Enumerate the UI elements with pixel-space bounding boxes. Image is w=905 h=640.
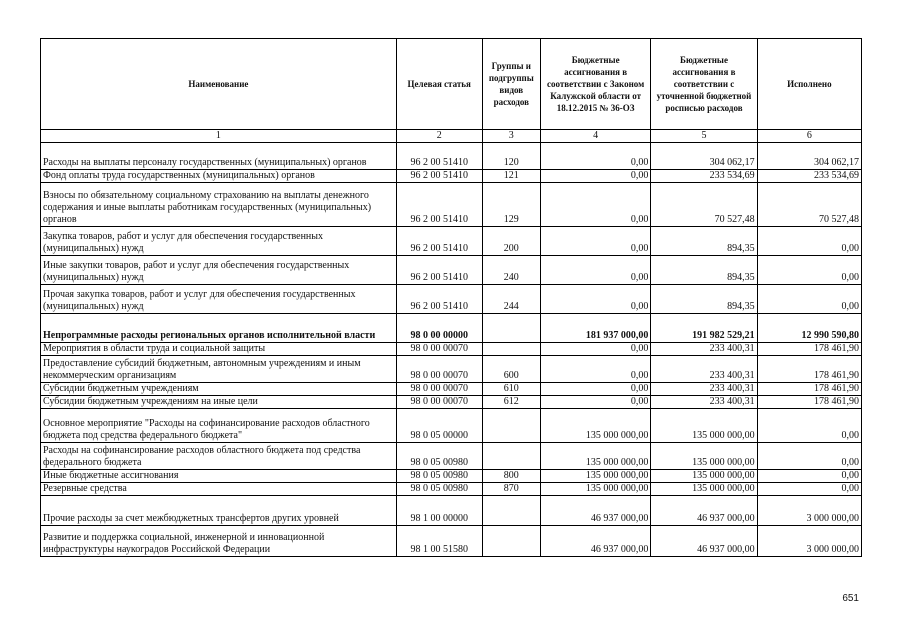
table-header bbox=[41, 39, 862, 143]
header-law-allocations: Бюджетные ассигнования в соответствии с Законом Калужской области от 18.12.2015 № 36-ОЗ bbox=[540, 39, 650, 130]
row-expense-group: 129 bbox=[482, 183, 540, 227]
row-law-amount: 0,00 bbox=[540, 256, 650, 285]
row-refined-amount: 233 400,31 bbox=[651, 343, 757, 356]
table-row bbox=[41, 227, 862, 256]
header-name: Наименование bbox=[41, 39, 397, 130]
row-refined-amount: 894,35 bbox=[651, 227, 757, 256]
table-row bbox=[41, 443, 862, 470]
row-refined-amount: 894,35 bbox=[651, 285, 757, 314]
row-executed-amount: 178 461,90 bbox=[757, 396, 861, 409]
row-refined-amount: 233 400,31 bbox=[651, 383, 757, 396]
row-refined-amount: 191 982 529,21 bbox=[651, 314, 757, 343]
row-refined-amount: 46 937 000,00 bbox=[651, 526, 757, 557]
row-law-amount: 135 000 000,00 bbox=[540, 443, 650, 470]
page-number: 651 bbox=[842, 593, 859, 604]
table-row bbox=[41, 470, 862, 483]
row-executed-amount: 3 000 000,00 bbox=[757, 526, 861, 557]
row-executed-amount: 0,00 bbox=[757, 409, 861, 443]
row-expense-group: 121 bbox=[482, 170, 540, 183]
row-expense-group bbox=[482, 496, 540, 526]
row-law-amount: 0,00 bbox=[540, 227, 650, 256]
column-number: 2 bbox=[396, 130, 482, 143]
row-executed-amount: 178 461,90 bbox=[757, 356, 861, 383]
table-row bbox=[41, 170, 862, 183]
row-expense-group: 610 bbox=[482, 383, 540, 396]
header-refined-allocations: Бюджетные ассигнования в соответствии с уточненной бюджетной росписью расходов bbox=[651, 39, 757, 130]
row-executed-amount: 0,00 bbox=[757, 443, 861, 470]
row-law-amount: 135 000 000,00 bbox=[540, 409, 650, 443]
row-executed-amount: 178 461,90 bbox=[757, 343, 861, 356]
row-law-amount: 0,00 bbox=[540, 383, 650, 396]
row-executed-amount: 0,00 bbox=[757, 483, 861, 496]
column-number: 3 bbox=[482, 130, 540, 143]
row-refined-amount: 135 000 000,00 bbox=[651, 443, 757, 470]
row-target-article: 98 0 05 00000 bbox=[396, 409, 482, 443]
column-number: 4 bbox=[540, 130, 650, 143]
row-refined-amount: 304 062,17 bbox=[651, 143, 757, 170]
row-target-article: 98 0 00 00070 bbox=[396, 356, 482, 383]
row-name: Расходы на выплаты персоналу государственных (муниципальных) органов bbox=[41, 143, 397, 170]
row-law-amount: 0,00 bbox=[540, 170, 650, 183]
row-law-amount: 46 937 000,00 bbox=[540, 496, 650, 526]
row-refined-amount: 233 534,69 bbox=[651, 170, 757, 183]
row-name: Закупка товаров, работ и услуг для обеспечения государственных (муниципальных) нужд bbox=[41, 227, 397, 256]
row-expense-group: 240 bbox=[482, 256, 540, 285]
row-executed-amount: 304 062,17 bbox=[757, 143, 861, 170]
row-target-article: 98 0 00 00070 bbox=[396, 383, 482, 396]
row-expense-group: 870 bbox=[482, 483, 540, 496]
row-expense-group bbox=[482, 526, 540, 557]
row-name: Иные закупки товаров, работ и услуг для обеспечения государственных (муниципальных) нужд bbox=[41, 256, 397, 285]
column-number-row bbox=[41, 130, 862, 143]
row-executed-amount: 178 461,90 bbox=[757, 383, 861, 396]
row-law-amount: 181 937 000,00 bbox=[540, 314, 650, 343]
table-row bbox=[41, 285, 862, 314]
row-law-amount: 0,00 bbox=[540, 143, 650, 170]
row-target-article: 98 0 00 00070 bbox=[396, 396, 482, 409]
row-refined-amount: 46 937 000,00 bbox=[651, 496, 757, 526]
row-name: Развитие и поддержка социальной, инженерной и инновационной инфраструктуры наукоградов Российской Федерации bbox=[41, 526, 397, 557]
row-law-amount: 0,00 bbox=[540, 285, 650, 314]
row-law-amount: 0,00 bbox=[540, 183, 650, 227]
row-target-article: 98 0 00 00000 bbox=[396, 314, 482, 343]
row-name: Мероприятия в области труда и социальной защиты bbox=[41, 343, 397, 356]
table-row bbox=[41, 526, 862, 557]
row-refined-amount: 70 527,48 bbox=[651, 183, 757, 227]
row-law-amount: 135 000 000,00 bbox=[540, 470, 650, 483]
budget-table bbox=[40, 38, 862, 557]
row-expense-group bbox=[482, 314, 540, 343]
table-row bbox=[41, 314, 862, 343]
row-expense-group: 600 bbox=[482, 356, 540, 383]
row-name: Прочие расходы за счет межбюджетных трансфертов других уровней bbox=[41, 496, 397, 526]
table-row bbox=[41, 483, 862, 496]
row-executed-amount: 12 990 590,80 bbox=[757, 314, 861, 343]
row-executed-amount: 0,00 bbox=[757, 470, 861, 483]
row-target-article: 96 2 00 51410 bbox=[396, 143, 482, 170]
row-refined-amount: 135 000 000,00 bbox=[651, 409, 757, 443]
row-name: Иные бюджетные ассигнования bbox=[41, 470, 397, 483]
header-expense-groups: Группы и подгруппы видов расходов bbox=[482, 39, 540, 130]
row-refined-amount: 135 000 000,00 bbox=[651, 483, 757, 496]
row-law-amount: 135 000 000,00 bbox=[540, 483, 650, 496]
row-target-article: 98 1 00 00000 bbox=[396, 496, 482, 526]
row-name: Субсидии бюджетным учреждениям bbox=[41, 383, 397, 396]
row-target-article: 98 0 05 00980 bbox=[396, 443, 482, 470]
table-row bbox=[41, 143, 862, 170]
row-refined-amount: 233 400,31 bbox=[651, 396, 757, 409]
table-row bbox=[41, 343, 862, 356]
row-executed-amount: 3 000 000,00 bbox=[757, 496, 861, 526]
header-target-article: Целевая статья bbox=[396, 39, 482, 130]
row-refined-amount: 894,35 bbox=[651, 256, 757, 285]
row-expense-group: 120 bbox=[482, 143, 540, 170]
row-executed-amount: 0,00 bbox=[757, 285, 861, 314]
row-law-amount: 46 937 000,00 bbox=[540, 526, 650, 557]
column-number: 5 bbox=[651, 130, 757, 143]
row-refined-amount: 233 400,31 bbox=[651, 356, 757, 383]
header-executed: Исполнено bbox=[757, 39, 861, 130]
row-executed-amount: 233 534,69 bbox=[757, 170, 861, 183]
row-refined-amount: 135 000 000,00 bbox=[651, 470, 757, 483]
table-row bbox=[41, 256, 862, 285]
table-row bbox=[41, 496, 862, 526]
row-expense-group bbox=[482, 343, 540, 356]
row-name: Расходы на софинансирование расходов областного бюджета под средства федерального бюджета bbox=[41, 443, 397, 470]
row-name: Прочая закупка товаров, работ и услуг для обеспечения государственных (муниципальных) нужд bbox=[41, 285, 397, 314]
row-executed-amount: 70 527,48 bbox=[757, 183, 861, 227]
row-law-amount: 0,00 bbox=[540, 396, 650, 409]
row-name: Резервные средства bbox=[41, 483, 397, 496]
row-executed-amount: 0,00 bbox=[757, 256, 861, 285]
row-target-article: 98 0 05 00980 bbox=[396, 483, 482, 496]
table-row bbox=[41, 396, 862, 409]
row-expense-group bbox=[482, 409, 540, 443]
table-row bbox=[41, 183, 862, 227]
row-expense-group bbox=[482, 443, 540, 470]
row-name: Непрограммные расходы региональных органов исполнительной власти bbox=[41, 314, 397, 343]
row-law-amount: 0,00 bbox=[540, 343, 650, 356]
row-target-article: 98 1 00 51580 bbox=[396, 526, 482, 557]
row-law-amount: 0,00 bbox=[540, 356, 650, 383]
table-body bbox=[41, 143, 862, 557]
row-name: Предоставление субсидий бюджетным, автономным учреждениям и иным некоммерческим организациям bbox=[41, 356, 397, 383]
table-row bbox=[41, 356, 862, 383]
column-number: 1 bbox=[41, 130, 397, 143]
row-target-article: 96 2 00 51410 bbox=[396, 256, 482, 285]
table-row bbox=[41, 383, 862, 396]
row-executed-amount: 0,00 bbox=[757, 227, 861, 256]
row-target-article: 96 2 00 51410 bbox=[396, 183, 482, 227]
column-number: 6 bbox=[757, 130, 861, 143]
row-name: Субсидии бюджетным учреждениям на иные цели bbox=[41, 396, 397, 409]
row-expense-group: 612 bbox=[482, 396, 540, 409]
row-target-article: 96 2 00 51410 bbox=[396, 285, 482, 314]
row-expense-group: 800 bbox=[482, 470, 540, 483]
table-row bbox=[41, 409, 862, 443]
row-target-article: 96 2 00 51410 bbox=[396, 227, 482, 256]
row-name: Фонд оплаты труда государственных (муниципальных) органов bbox=[41, 170, 397, 183]
row-target-article: 98 0 00 00070 bbox=[396, 343, 482, 356]
row-expense-group: 200 bbox=[482, 227, 540, 256]
row-target-article: 98 0 05 00980 bbox=[396, 470, 482, 483]
row-target-article: 96 2 00 51410 bbox=[396, 170, 482, 183]
row-name: Взносы по обязательному социальному страхованию на выплаты денежного содержания и иные выплаты работникам государственных (муниципальных) органов bbox=[41, 183, 397, 227]
row-expense-group: 244 bbox=[482, 285, 540, 314]
row-name: Основное мероприятие "Расходы на софинансирование расходов областного бюджета под средства федерального бюджета" bbox=[41, 409, 397, 443]
